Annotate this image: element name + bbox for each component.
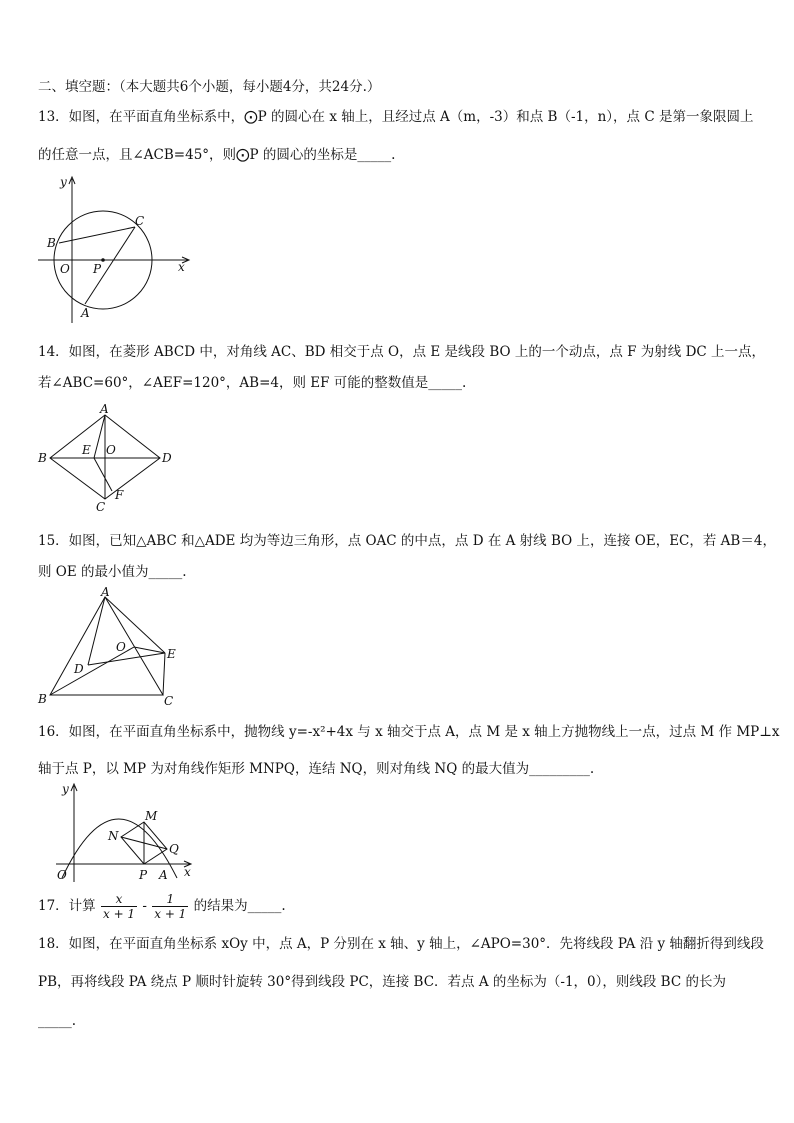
q16-text-line1: 16．如图，在平面直角坐标系中，抛物线 y=-x²+4x 与 x 轴交于点 A，点 M 是 x 轴上方抛物线上一点，过点 M 作 MP⊥x (38, 724, 780, 740)
q17-prefix: 17．计算 (38, 898, 96, 914)
q14-figure (38, 403, 178, 515)
q15-label-e: E (167, 647, 176, 661)
q15-text-line2: 则 OE 的最小值为_____. (38, 564, 187, 580)
q17-minus: - (142, 898, 147, 914)
q13-label-o: O (60, 262, 70, 276)
q13-label-c: C (135, 214, 145, 228)
q14-label-o: O (106, 443, 116, 457)
q17-frac1-den: x + 1 (102, 907, 136, 921)
q15-label-b: B (38, 692, 47, 706)
q18-text-line2: PB，再将线段 PA 绕点 P 顺时针旋转 30°得到线段 PC，连接 BC．若点 A 的坐标为（-1，0），则线段 BC 的长为 (38, 974, 726, 990)
q14-label-c: C (96, 500, 106, 514)
q13-label-b: B (47, 236, 56, 250)
q15-label-d: D (74, 662, 84, 676)
q14-label-b: B (38, 451, 47, 465)
q16-label-y: y (62, 782, 69, 796)
q15-label-a: A (101, 585, 110, 599)
q18-text-line3: _____. (38, 1013, 77, 1029)
q16-text-line2: 轴于点 P，以 MP 为对角线作矩形 MNPQ，连结 NQ，则对角线 NQ 的最大值为_________. (38, 761, 595, 777)
q15-text-line1: 15．如图，已知△ABC 和△ADE 均为等边三角形，点 OAC 的中点，点 D 在 A 射线 BO 上，连接 OE，EC，若 AB＝4， (38, 533, 776, 549)
q15-label-o: O (116, 640, 126, 654)
q18-text-line1: 18．如图，在平面直角坐标系 xOy 中，点 A，P 分别在 x 轴、y 轴上，∠APO=30°．先将线段 PA 沿 y 轴翻折得到线段 (38, 936, 764, 952)
q17-suffix: 的结果为_____. (193, 898, 286, 914)
q17-frac1-num: x (101, 892, 137, 907)
q13-label-y: y (60, 175, 67, 189)
q14-text-line2: 若∠ABC=60°，∠AEF=120°，AB=4，则 EF 可能的整数值是_____. (38, 375, 467, 391)
q14-text-line1: 14．如图，在菱形 ABCD 中，对角线 AC、BD 相交于点 O，点 E 是线段 BO 上的一个动点，点 F 为射线 DC 上一点， (38, 344, 766, 360)
q14-label-e: E (82, 443, 91, 457)
q13-label-a: A (81, 306, 90, 320)
q17-fraction-1 (101, 892, 137, 921)
section-header: 二、填空题：（本大题共6个小题，每小题4分，共24分.） (38, 79, 381, 95)
q13-label-x: x (178, 260, 185, 274)
q15-label-c: C (164, 694, 174, 708)
q13-text-line2: 的任意一点，且∠ACB=45°，则⨀P 的圆心的坐标是_____. (38, 147, 396, 163)
q13-label-p: P (93, 262, 102, 276)
q17-frac2-den: x + 1 (154, 907, 187, 921)
q16-label-o: O (57, 868, 67, 882)
q14-label-f: F (115, 488, 124, 502)
q16-label-p: P (139, 868, 148, 882)
q15-figure (38, 587, 188, 707)
q16-label-q: Q (169, 842, 179, 856)
q13-figure (38, 175, 198, 325)
q16-label-n: N (108, 829, 119, 843)
q16-label-a: A (159, 868, 168, 882)
q17-fraction-2 (152, 892, 188, 921)
q16-label-m: M (145, 809, 158, 823)
q13-text-line1: 13．如图，在平面直角坐标系中，⨀P 的圆心在 x 轴上，且经过点 A（m，-3）和点 B（-1，n），点 C 是第一象限圆上 (38, 109, 754, 125)
q16-figure (52, 782, 202, 886)
q14-label-d: D (162, 451, 172, 465)
q16-label-x: x (184, 865, 191, 879)
q14-label-a: A (100, 402, 109, 416)
q17-frac2-num: 1 (152, 892, 188, 907)
q17-line (38, 888, 286, 924)
